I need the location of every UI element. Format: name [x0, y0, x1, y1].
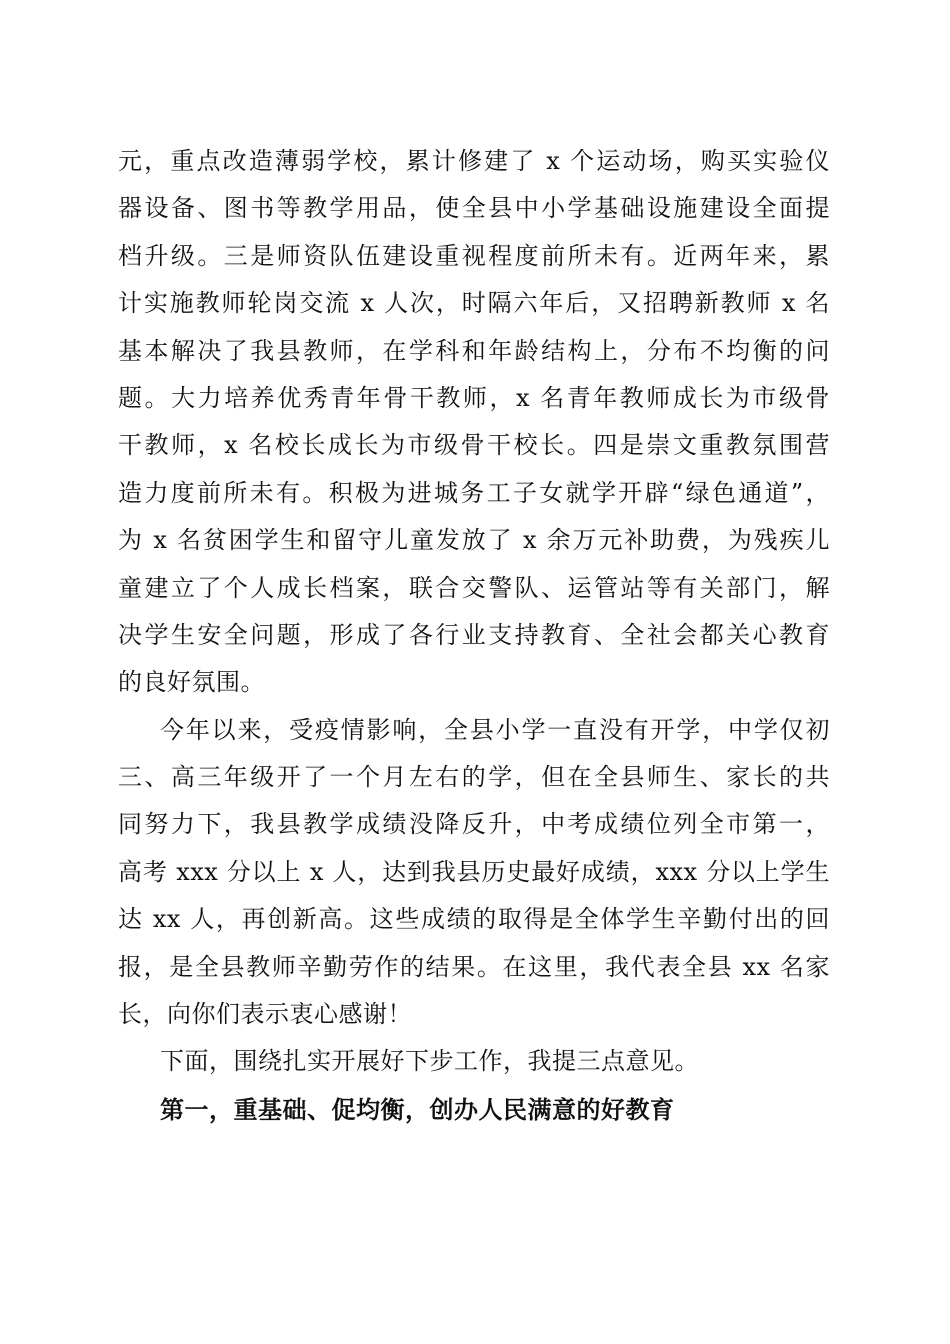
text-line: 下面，围绕扎实开展好下步工作，我提三点意见。 — [160, 1047, 699, 1076]
text-line: 决学生安全问题，形成了各行业支持教育、全社会都关心教育 — [118, 620, 830, 649]
text-line: 的良好氛围。 — [118, 668, 265, 697]
text-line: 题。大力培养优秀青年骨干教师，x 名青年教师成长为市级骨 — [118, 383, 830, 412]
paragraph-introduction-of-opinions — [118, 1038, 830, 1085]
text-line: 高考 xxx 分以上 x 人，达到我县历史最好成绩，xxx 分以上学生 — [118, 857, 830, 886]
document-page — [118, 138, 830, 1133]
text-line: 达 xx 人，再创新高。这些成绩的取得是全体学生辛勤付出的回 — [118, 905, 830, 934]
text-line: 童建立了个人成长档案，联合交警队、运管站等有关部门，解 — [118, 573, 830, 602]
paragraph-infrastructure-and-teachers — [118, 138, 830, 707]
text-line: 三、高三年级开了一个月左右的学，但在全县师生、家长的共 — [118, 763, 830, 792]
paragraph-exam-results — [118, 707, 830, 1039]
text-line: 基本解决了我县教师，在学科和年龄结构上，分布不均衡的问 — [118, 336, 830, 365]
text-line: 造力度前所未有。积极为进城务工子女就学开辟“绿色通道”， — [118, 478, 830, 507]
text-line: 今年以来，受疫情影响，全县小学一直没有开学，中学仅初 — [160, 715, 830, 744]
text-line: 计实施教师轮岗交流 x 人次，时隔六年后，又招聘新教师 x 名 — [118, 289, 830, 318]
text-line: 干教师，x 名校长成长为市级骨干校长。四是崇文重教氛围营 — [118, 431, 830, 460]
text-line: 报，是全县教师辛勤劳作的结果。在这里，我代表全县 xx 名家 — [118, 952, 830, 981]
section-heading-first — [118, 1086, 830, 1133]
text-line: 元，重点改造薄弱学校，累计修建了 x 个运动场，购买实验仪 — [118, 147, 830, 175]
text-line: 为 x 名贫困学生和留守儿童发放了 x 余万元补助费，为残疾儿 — [118, 526, 830, 555]
text-line: 档升级。三是师资队伍建设重视程度前所未有。近两年来，累 — [118, 241, 830, 270]
text-line: 器设备、图书等教学用品，使全县中小学基础设施建设全面提 — [118, 194, 830, 223]
text-line: 长，向你们表示衷心感谢！ — [118, 1000, 412, 1029]
text-line: 同努力下，我县教学成绩没降反升，中考成绩位列全市第一， — [118, 810, 830, 839]
section-heading: 第一，重基础、促均衡，创办人民满意的好教育 — [160, 1094, 675, 1124]
